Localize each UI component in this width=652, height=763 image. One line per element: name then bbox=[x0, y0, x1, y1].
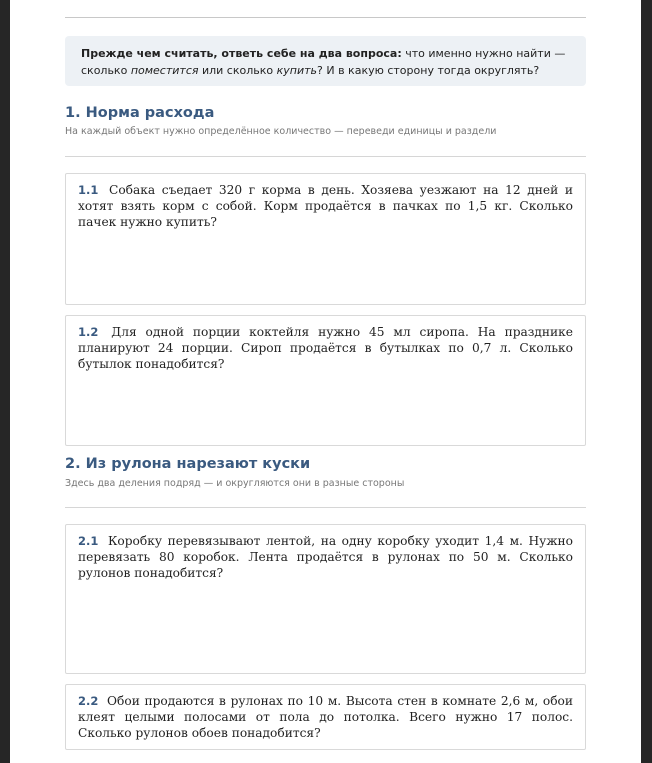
task-text: Обои продаются в рулонах по 10 м. Высота стен в комнате 2,6 м, обои клеят целыми полосами от пола до потолка. Всего нужно 17 полос. Сколько рулонов обоев понадобится? bbox=[78, 694, 574, 740]
top-divider bbox=[65, 17, 586, 18]
intro-em-1: поместится bbox=[130, 63, 199, 77]
intro-text-1: что именно нужно найти — сколько bbox=[81, 47, 566, 77]
task-number: 1.1 bbox=[78, 183, 99, 197]
intro-bold: Прежде чем считать, ответь себе на два вопроса: bbox=[81, 47, 402, 60]
section-divider-1 bbox=[65, 156, 586, 157]
section-divider-2 bbox=[65, 507, 586, 508]
task-card-1-1 bbox=[65, 173, 586, 305]
task-text: Коробку перевязывают лентой, на одну коробку уходит 1,4 м. Нужно перевязать 80 коробок. Лента продаётся в рулонах по 50 м. Сколько рулонов понадобится? bbox=[78, 534, 573, 580]
section-subtitle-2: Здесь два деления подряд — и округляются они в разные стороны bbox=[65, 478, 405, 489]
task-number: 1.2 bbox=[78, 325, 99, 339]
section-title-1: 1. Норма расхода bbox=[65, 105, 215, 121]
task-card-1-2 bbox=[65, 315, 586, 446]
intro-text-3: ? И в какую сторону тогда округлять? bbox=[317, 63, 540, 77]
task-text: Собака съедает 320 г корма в день. Хозяева уезжают на 12 дней и хотят взять корм с собой. Корм продаётся в пачках по 1,5 кг. Сколько пачек нужно купить? bbox=[78, 183, 573, 229]
task-card-2-1 bbox=[65, 524, 586, 674]
task-card-2-2 bbox=[65, 684, 586, 750]
intro-em-2: купить bbox=[276, 63, 318, 77]
intro-text-2: или сколько bbox=[198, 63, 277, 77]
section-title-2: 2. Из рулона нарезают куски bbox=[65, 456, 311, 472]
worksheet-page bbox=[10, 0, 641, 763]
intro-note bbox=[65, 36, 586, 86]
section-subtitle-1: На каждый объект нужно определённое количество — переведи единицы и раздели bbox=[65, 126, 497, 137]
task-text: Для одной порции коктейля нужно 45 мл сиропа. На празднике планируют 24 порции. Сироп продаётся в бутылках по 0,7 л. Сколько бутылок понадобится? bbox=[78, 325, 574, 371]
task-number: 2.2 bbox=[78, 694, 99, 708]
task-number: 2.1 bbox=[78, 534, 99, 548]
